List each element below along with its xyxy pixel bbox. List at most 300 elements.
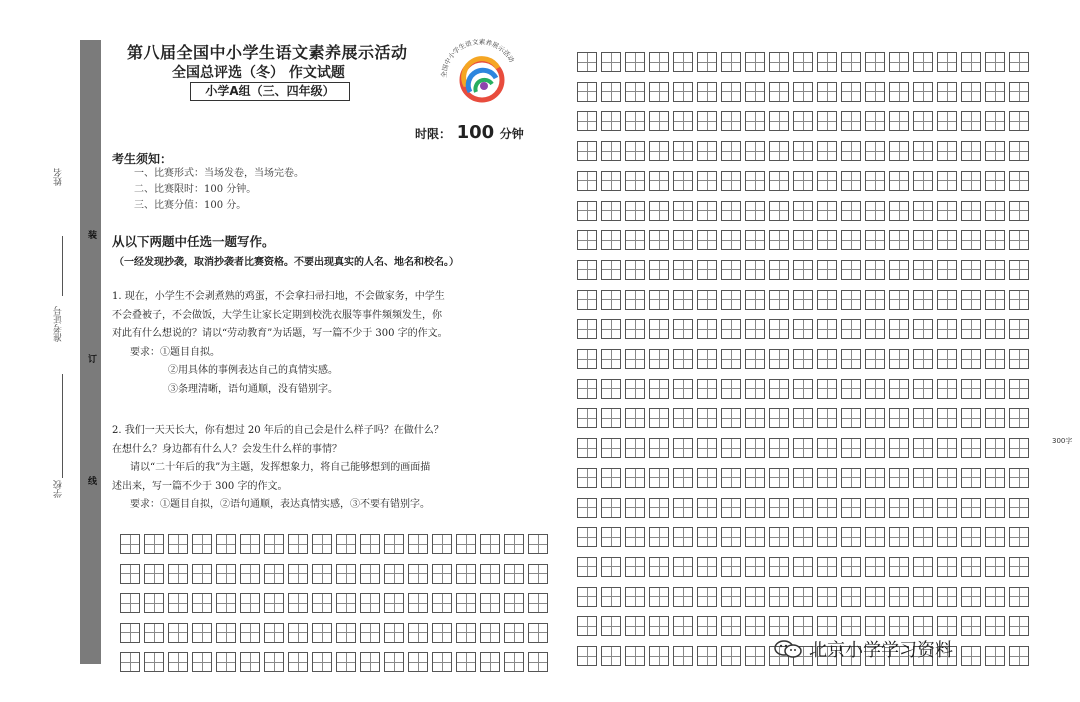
grid-cell[interactable] (649, 498, 669, 518)
grid-cell[interactable] (865, 498, 885, 518)
grid-cell[interactable] (288, 593, 308, 613)
grid-cell[interactable] (721, 616, 741, 636)
grid-cell[interactable] (480, 534, 500, 554)
grid-cell[interactable] (625, 527, 645, 547)
grid-cell[interactable] (769, 290, 789, 310)
grid-cell[interactable] (216, 652, 236, 672)
grid-cell[interactable] (865, 111, 885, 131)
grid-cell[interactable] (793, 319, 813, 339)
grid-cell[interactable] (673, 468, 693, 488)
grid-cell[interactable] (649, 379, 669, 399)
grid-cell[interactable] (1009, 438, 1029, 458)
grid-cell[interactable] (288, 652, 308, 672)
grid-cell[interactable] (937, 616, 957, 636)
grid-cell[interactable] (192, 534, 212, 554)
grid-cell[interactable] (817, 230, 837, 250)
grid-cell[interactable] (865, 290, 885, 310)
grid-cell[interactable] (697, 587, 717, 607)
grid-cell[interactable] (673, 230, 693, 250)
grid-cell[interactable] (793, 379, 813, 399)
grid-cell[interactable] (384, 652, 404, 672)
grid-cell[interactable] (793, 349, 813, 369)
grid-cell[interactable] (937, 82, 957, 102)
grid-cell[interactable] (985, 557, 1005, 577)
grid-cell[interactable] (673, 52, 693, 72)
grid-cell[interactable] (841, 82, 861, 102)
grid-cell[interactable] (889, 379, 909, 399)
grid-cell[interactable] (865, 408, 885, 428)
grid-cell[interactable] (504, 534, 524, 554)
grid-cell[interactable] (985, 468, 1005, 488)
grid-cell[interactable] (649, 616, 669, 636)
grid-cell[interactable] (817, 319, 837, 339)
grid-cell[interactable] (168, 534, 188, 554)
grid-cell[interactable] (793, 498, 813, 518)
grid-cell[interactable] (625, 438, 645, 458)
grid-cell[interactable] (1009, 230, 1029, 250)
grid-cell[interactable] (889, 52, 909, 72)
grid-cell[interactable] (913, 527, 933, 547)
grid-cell[interactable] (312, 564, 332, 584)
grid-cell[interactable] (1009, 171, 1029, 191)
grid-cell[interactable] (336, 593, 356, 613)
grid-cell[interactable] (577, 171, 597, 191)
grid-cell[interactable] (144, 652, 164, 672)
grid-cell[interactable] (601, 171, 621, 191)
grid-cell[interactable] (961, 438, 981, 458)
grid-cell[interactable] (649, 260, 669, 280)
grid-cell[interactable] (601, 408, 621, 428)
grid-cell[interactable] (264, 623, 284, 643)
grid-cell[interactable] (769, 557, 789, 577)
grid-cell[interactable] (889, 527, 909, 547)
grid-cell[interactable] (673, 111, 693, 131)
grid-cell[interactable] (480, 623, 500, 643)
grid-cell[interactable] (721, 82, 741, 102)
grid-cell[interactable] (697, 82, 717, 102)
grid-cell[interactable] (408, 564, 428, 584)
grid-cell[interactable] (504, 564, 524, 584)
grid-cell[interactable] (625, 408, 645, 428)
grid-cell[interactable] (216, 593, 236, 613)
grid-cell[interactable] (913, 468, 933, 488)
grid-cell[interactable] (360, 534, 380, 554)
grid-cell[interactable] (312, 593, 332, 613)
grid-cell[interactable] (769, 468, 789, 488)
grid-cell[interactable] (144, 534, 164, 554)
grid-cell[interactable] (625, 379, 645, 399)
grid-cell[interactable] (216, 564, 236, 584)
grid-cell[interactable] (769, 111, 789, 131)
grid-cell[interactable] (913, 201, 933, 221)
grid-cell[interactable] (432, 564, 452, 584)
grid-cell[interactable] (841, 141, 861, 161)
grid-cell[interactable] (673, 498, 693, 518)
grid-cell[interactable] (793, 260, 813, 280)
grid-cell[interactable] (264, 534, 284, 554)
grid-cell[interactable] (432, 534, 452, 554)
grid-cell[interactable] (673, 82, 693, 102)
grid-cell[interactable] (360, 623, 380, 643)
grid-cell[interactable] (793, 230, 813, 250)
grid-cell[interactable] (601, 616, 621, 636)
grid-cell[interactable] (721, 646, 741, 666)
grid-cell[interactable] (841, 438, 861, 458)
grid-cell[interactable] (769, 616, 789, 636)
grid-cell[interactable] (673, 171, 693, 191)
grid-cell[interactable] (168, 623, 188, 643)
grid-cell[interactable] (841, 616, 861, 636)
grid-cell[interactable] (913, 438, 933, 458)
grid-cell[interactable] (865, 616, 885, 636)
grid-cell[interactable] (913, 141, 933, 161)
grid-cell[interactable] (625, 171, 645, 191)
grid-cell[interactable] (745, 468, 765, 488)
grid-cell[interactable] (841, 557, 861, 577)
grid-cell[interactable] (865, 527, 885, 547)
grid-cell[interactable] (673, 290, 693, 310)
grid-cell[interactable] (937, 527, 957, 547)
grid-cell[interactable] (793, 587, 813, 607)
grid-cell[interactable] (577, 230, 597, 250)
grid-cell[interactable] (985, 498, 1005, 518)
grid-cell[interactable] (745, 616, 765, 636)
grid-cell[interactable] (985, 616, 1005, 636)
grid-cell[interactable] (528, 534, 548, 554)
grid-cell[interactable] (1009, 82, 1029, 102)
grid-cell[interactable] (697, 111, 717, 131)
grid-cell[interactable] (577, 438, 597, 458)
grid-cell[interactable] (913, 171, 933, 191)
grid-cell[interactable] (1009, 379, 1029, 399)
grid-cell[interactable] (985, 141, 1005, 161)
grid-cell[interactable] (889, 141, 909, 161)
grid-cell[interactable] (913, 319, 933, 339)
grid-cell[interactable] (865, 52, 885, 72)
grid-cell[interactable] (745, 290, 765, 310)
grid-cell[interactable] (673, 260, 693, 280)
grid-cell[interactable] (697, 230, 717, 250)
grid-cell[interactable] (312, 623, 332, 643)
grid-cell[interactable] (817, 379, 837, 399)
grid-cell[interactable] (673, 379, 693, 399)
grid-cell[interactable] (697, 498, 717, 518)
grid-cell[interactable] (769, 527, 789, 547)
grid-cell[interactable] (649, 408, 669, 428)
grid-cell[interactable] (793, 557, 813, 577)
grid-cell[interactable] (721, 52, 741, 72)
grid-cell[interactable] (625, 290, 645, 310)
grid-cell[interactable] (1009, 527, 1029, 547)
grid-cell[interactable] (793, 408, 813, 428)
grid-cell[interactable] (841, 260, 861, 280)
grid-cell[interactable] (577, 290, 597, 310)
grid-cell[interactable] (577, 646, 597, 666)
grid-cell[interactable] (865, 349, 885, 369)
grid-cell[interactable] (408, 623, 428, 643)
grid-cell[interactable] (937, 438, 957, 458)
grid-cell[interactable] (745, 646, 765, 666)
grid-cell[interactable] (961, 260, 981, 280)
grid-cell[interactable] (625, 260, 645, 280)
grid-cell[interactable] (288, 623, 308, 643)
grid-cell[interactable] (865, 260, 885, 280)
grid-cell[interactable] (913, 408, 933, 428)
grid-cell[interactable] (961, 557, 981, 577)
grid-cell[interactable] (817, 349, 837, 369)
grid-cell[interactable] (336, 564, 356, 584)
grid-cell[interactable] (913, 260, 933, 280)
grid-cell[interactable] (745, 349, 765, 369)
grid-cell[interactable] (745, 379, 765, 399)
grid-cell[interactable] (384, 593, 404, 613)
grid-cell[interactable] (192, 593, 212, 613)
grid-cell[interactable] (913, 557, 933, 577)
grid-cell[interactable] (384, 534, 404, 554)
grid-cell[interactable] (889, 260, 909, 280)
grid-cell[interactable] (216, 623, 236, 643)
grid-cell[interactable] (721, 527, 741, 547)
grid-cell[interactable] (601, 260, 621, 280)
grid-cell[interactable] (985, 408, 1005, 428)
grid-cell[interactable] (961, 230, 981, 250)
grid-cell[interactable] (841, 201, 861, 221)
grid-cell[interactable] (721, 290, 741, 310)
grid-cell[interactable] (817, 290, 837, 310)
grid-cell[interactable] (673, 141, 693, 161)
grid-cell[interactable] (937, 498, 957, 518)
grid-cell[interactable] (673, 527, 693, 547)
grid-cell[interactable] (985, 82, 1005, 102)
grid-cell[interactable] (793, 616, 813, 636)
grid-cell[interactable] (937, 468, 957, 488)
grid-cell[interactable] (961, 349, 981, 369)
grid-cell[interactable] (913, 230, 933, 250)
grid-cell[interactable] (745, 171, 765, 191)
grid-cell[interactable] (985, 260, 1005, 280)
grid-cell[interactable] (697, 52, 717, 72)
grid-cell[interactable] (360, 593, 380, 613)
grid-cell[interactable] (697, 438, 717, 458)
grid-cell[interactable] (721, 111, 741, 131)
grid-cell[interactable] (913, 82, 933, 102)
grid-cell[interactable] (240, 564, 260, 584)
grid-cell[interactable] (1009, 349, 1029, 369)
grid-cell[interactable] (697, 379, 717, 399)
grid-cell[interactable] (745, 408, 765, 428)
grid-cell[interactable] (721, 468, 741, 488)
grid-cell[interactable] (1009, 201, 1029, 221)
grid-cell[interactable] (721, 230, 741, 250)
grid-cell[interactable] (625, 111, 645, 131)
grid-cell[interactable] (913, 587, 933, 607)
grid-cell[interactable] (480, 652, 500, 672)
grid-cell[interactable] (697, 319, 717, 339)
grid-cell[interactable] (817, 408, 837, 428)
grid-cell[interactable] (192, 564, 212, 584)
grid-cell[interactable] (456, 652, 476, 672)
grid-cell[interactable] (841, 408, 861, 428)
grid-cell[interactable] (120, 652, 140, 672)
grid-cell[interactable] (697, 141, 717, 161)
grid-cell[interactable] (480, 564, 500, 584)
grid-cell[interactable] (745, 498, 765, 518)
grid-cell[interactable] (745, 587, 765, 607)
grid-cell[interactable] (769, 438, 789, 458)
grid-cell[interactable] (288, 564, 308, 584)
grid-cell[interactable] (913, 616, 933, 636)
grid-cell[interactable] (889, 616, 909, 636)
grid-cell[interactable] (649, 438, 669, 458)
grid-cell[interactable] (240, 652, 260, 672)
grid-cell[interactable] (384, 564, 404, 584)
grid-cell[interactable] (865, 82, 885, 102)
grid-cell[interactable] (264, 652, 284, 672)
grid-cell[interactable] (985, 171, 1005, 191)
grid-cell[interactable] (697, 557, 717, 577)
grid-cell[interactable] (889, 171, 909, 191)
grid-cell[interactable] (625, 616, 645, 636)
grid-cell[interactable] (649, 52, 669, 72)
grid-cell[interactable] (336, 652, 356, 672)
grid-cell[interactable] (985, 201, 1005, 221)
grid-cell[interactable] (528, 564, 548, 584)
grid-cell[interactable] (937, 319, 957, 339)
grid-cell[interactable] (793, 111, 813, 131)
grid-cell[interactable] (192, 623, 212, 643)
grid-cell[interactable] (937, 141, 957, 161)
grid-cell[interactable] (793, 141, 813, 161)
grid-cell[interactable] (745, 82, 765, 102)
grid-cell[interactable] (697, 349, 717, 369)
grid-cell[interactable] (985, 587, 1005, 607)
grid-cell[interactable] (889, 587, 909, 607)
grid-cell[interactable] (841, 290, 861, 310)
grid-cell[interactable] (889, 438, 909, 458)
grid-cell[interactable] (817, 201, 837, 221)
grid-cell[interactable] (649, 587, 669, 607)
grid-cell[interactable] (649, 646, 669, 666)
grid-cell[interactable] (625, 82, 645, 102)
grid-cell[interactable] (649, 349, 669, 369)
grid-cell[interactable] (1009, 646, 1029, 666)
grid-cell[interactable] (1009, 52, 1029, 72)
grid-cell[interactable] (889, 408, 909, 428)
grid-cell[interactable] (769, 587, 789, 607)
grid-cell[interactable] (865, 438, 885, 458)
grid-cell[interactable] (456, 593, 476, 613)
grid-cell[interactable] (673, 646, 693, 666)
grid-cell[interactable] (1009, 587, 1029, 607)
grid-cell[interactable] (865, 379, 885, 399)
grid-cell[interactable] (577, 52, 597, 72)
grid-cell[interactable] (889, 498, 909, 518)
grid-cell[interactable] (240, 593, 260, 613)
grid-cell[interactable] (432, 593, 452, 613)
grid-cell[interactable] (144, 593, 164, 613)
grid-cell[interactable] (913, 379, 933, 399)
grid-cell[interactable] (961, 587, 981, 607)
grid-cell[interactable] (937, 171, 957, 191)
grid-cell[interactable] (601, 201, 621, 221)
grid-cell[interactable] (1009, 468, 1029, 488)
grid-cell[interactable] (144, 564, 164, 584)
grid-cell[interactable] (577, 557, 597, 577)
grid-cell[interactable] (721, 171, 741, 191)
grid-cell[interactable] (721, 438, 741, 458)
grid-cell[interactable] (817, 468, 837, 488)
grid-cell[interactable] (697, 468, 717, 488)
grid-cell[interactable] (649, 82, 669, 102)
grid-cell[interactable] (865, 201, 885, 221)
grid-cell[interactable] (577, 498, 597, 518)
grid-cell[interactable] (937, 349, 957, 369)
grid-cell[interactable] (1009, 260, 1029, 280)
grid-cell[interactable] (721, 379, 741, 399)
grid-cell[interactable] (697, 290, 717, 310)
grid-cell[interactable] (312, 534, 332, 554)
grid-cell[interactable] (697, 201, 717, 221)
grid-cell[interactable] (673, 557, 693, 577)
grid-cell[interactable] (673, 349, 693, 369)
grid-cell[interactable] (721, 587, 741, 607)
grid-cell[interactable] (673, 408, 693, 428)
grid-cell[interactable] (456, 564, 476, 584)
grid-cell[interactable] (745, 230, 765, 250)
grid-cell[interactable] (745, 557, 765, 577)
grid-cell[interactable] (577, 616, 597, 636)
grid-cell[interactable] (817, 260, 837, 280)
grid-cell[interactable] (913, 349, 933, 369)
grid-cell[interactable] (625, 349, 645, 369)
grid-cell[interactable] (480, 593, 500, 613)
grid-cell[interactable] (793, 171, 813, 191)
grid-cell[interactable] (769, 230, 789, 250)
grid-cell[interactable] (985, 646, 1005, 666)
grid-cell[interactable] (937, 379, 957, 399)
grid-cell[interactable] (697, 616, 717, 636)
grid-cell[interactable] (793, 527, 813, 547)
grid-cell[interactable] (961, 498, 981, 518)
grid-cell[interactable] (264, 564, 284, 584)
grid-cell[interactable] (577, 82, 597, 102)
grid-cell[interactable] (625, 557, 645, 577)
grid-cell[interactable] (601, 349, 621, 369)
grid-cell[interactable] (793, 82, 813, 102)
grid-cell[interactable] (192, 652, 212, 672)
grid-cell[interactable] (697, 408, 717, 428)
grid-cell[interactable] (721, 319, 741, 339)
grid-cell[interactable] (673, 319, 693, 339)
grid-cell[interactable] (817, 616, 837, 636)
grid-cell[interactable] (889, 468, 909, 488)
grid-cell[interactable] (961, 290, 981, 310)
grid-cell[interactable] (697, 171, 717, 191)
grid-cell[interactable] (889, 349, 909, 369)
grid-cell[interactable] (769, 201, 789, 221)
grid-cell[interactable] (913, 290, 933, 310)
grid-cell[interactable] (625, 230, 645, 250)
grid-cell[interactable] (649, 557, 669, 577)
grid-cell[interactable] (216, 534, 236, 554)
grid-cell[interactable] (817, 171, 837, 191)
grid-cell[interactable] (793, 468, 813, 488)
grid-cell[interactable] (961, 379, 981, 399)
grid-cell[interactable] (697, 260, 717, 280)
grid-cell[interactable] (937, 230, 957, 250)
grid-cell[interactable] (577, 260, 597, 280)
grid-cell[interactable] (168, 652, 188, 672)
